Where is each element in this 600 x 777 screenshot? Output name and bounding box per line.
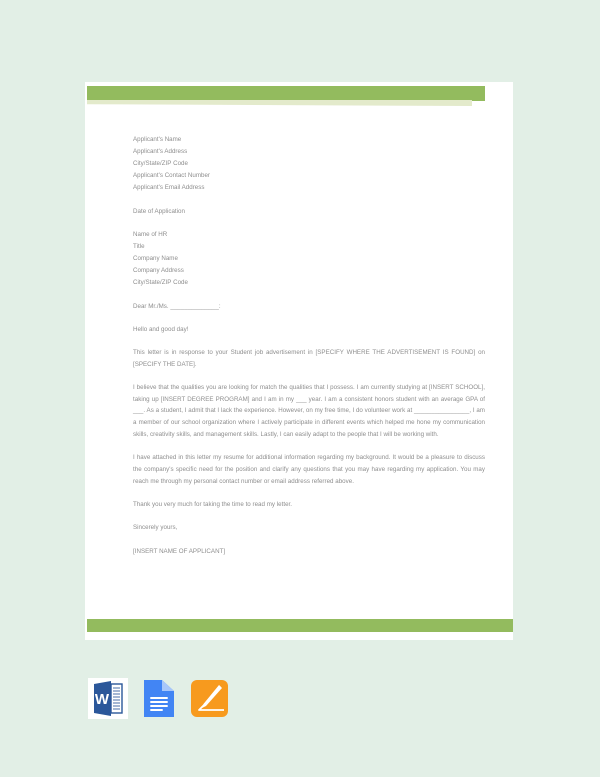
greeting-line: Hello and good day!: [133, 325, 189, 333]
format-icons-row: [88, 678, 230, 719]
sender-line-city: City/State/ZIP Code: [133, 159, 188, 167]
spacer-after-salutation: [133, 313, 485, 324]
header-green-banner: [85, 82, 513, 112]
footer-green-banner: [87, 619, 513, 632]
recipient-line-city: City/State/ZIP Code: [133, 279, 188, 287]
recipient-line-name: Name of HR: [133, 231, 168, 239]
sender-line-address: Applicant's Address: [133, 147, 188, 155]
paragraph-one: This letter is in response to your Student job advertisement in [SPECIFY WHERE THE ADVERTISEMENT IS FOUND] on [SPECIFY THE DATE].: [133, 348, 485, 368]
sender-address-block: [133, 134, 485, 194]
date-block: [133, 206, 485, 218]
sender-line-name: Applicant's Name: [133, 136, 182, 143]
spacer-after-date: [133, 217, 485, 229]
paragraph-two: I believe that the qualities you are looking for match the qualities that I possess. I am currently studying at [INSERT SCHOOL], taking up [INSERT DEGREE PROGRAM] and I am in my ___ year. I am a consistent honors student with an average GPA of ___. As a student, I admit that I lack the experience. However, on my free time, I do volunteer work at ________________, I am a member of our school organization where I actively participate in different events which helped me hone my communication skills, creativity skills, and management skills. Lastly, I can easily adapt to the people that I will be working with.: [133, 383, 485, 439]
spacer-after-paragraph-one: [133, 371, 485, 382]
sender-line-email: Applicant's Email Address: [133, 183, 205, 191]
spacer-after-recipient: [133, 289, 485, 301]
spacer-before-signature: [133, 534, 485, 546]
salutation-line: Dear Mr./Ms. ______________:: [133, 302, 221, 310]
header-bar-light: [87, 100, 472, 106]
recipient-line-address: Company Address: [133, 267, 184, 275]
closing-thanks: Thank you very much for taking the time to read my letter.: [133, 500, 293, 508]
recipient-line-title: Title: [133, 243, 145, 251]
header-bar-main: [87, 86, 485, 101]
spacer-after-paragraph-two: [133, 441, 485, 452]
ms-word-icon[interactable]: [88, 678, 128, 719]
closing-salutation: Sincerely yours,: [133, 523, 178, 531]
sender-line-contact: Applicant's Contact Number: [133, 171, 211, 179]
spacer-after-sender: [133, 194, 485, 206]
date-of-application: Date of Application: [133, 207, 185, 215]
spacer-after-paragraph-three: [133, 488, 485, 499]
google-docs-icon[interactable]: [139, 678, 179, 719]
recipient-line-company: Company Name: [133, 255, 178, 263]
signature-line: [INSERT NAME OF APPLICANT]: [133, 547, 226, 555]
recipient-address-block: [133, 229, 485, 289]
svg-text:W: W: [94, 691, 110, 708]
spacer-after-greeting: [133, 336, 485, 347]
paragraph-three: I have attached in this letter my resume for additional information regarding my background. It would be a pleasure to discuss the company's specific need for the position and clarify any questions that you may have regarding my application. You may reach me through my personal contact number or email address referred above.: [133, 454, 485, 485]
apple-pages-icon[interactable]: [190, 678, 230, 719]
spacer-after-thanks: [133, 511, 485, 522]
letter-page: [85, 82, 513, 640]
letter-body: [133, 134, 485, 558]
